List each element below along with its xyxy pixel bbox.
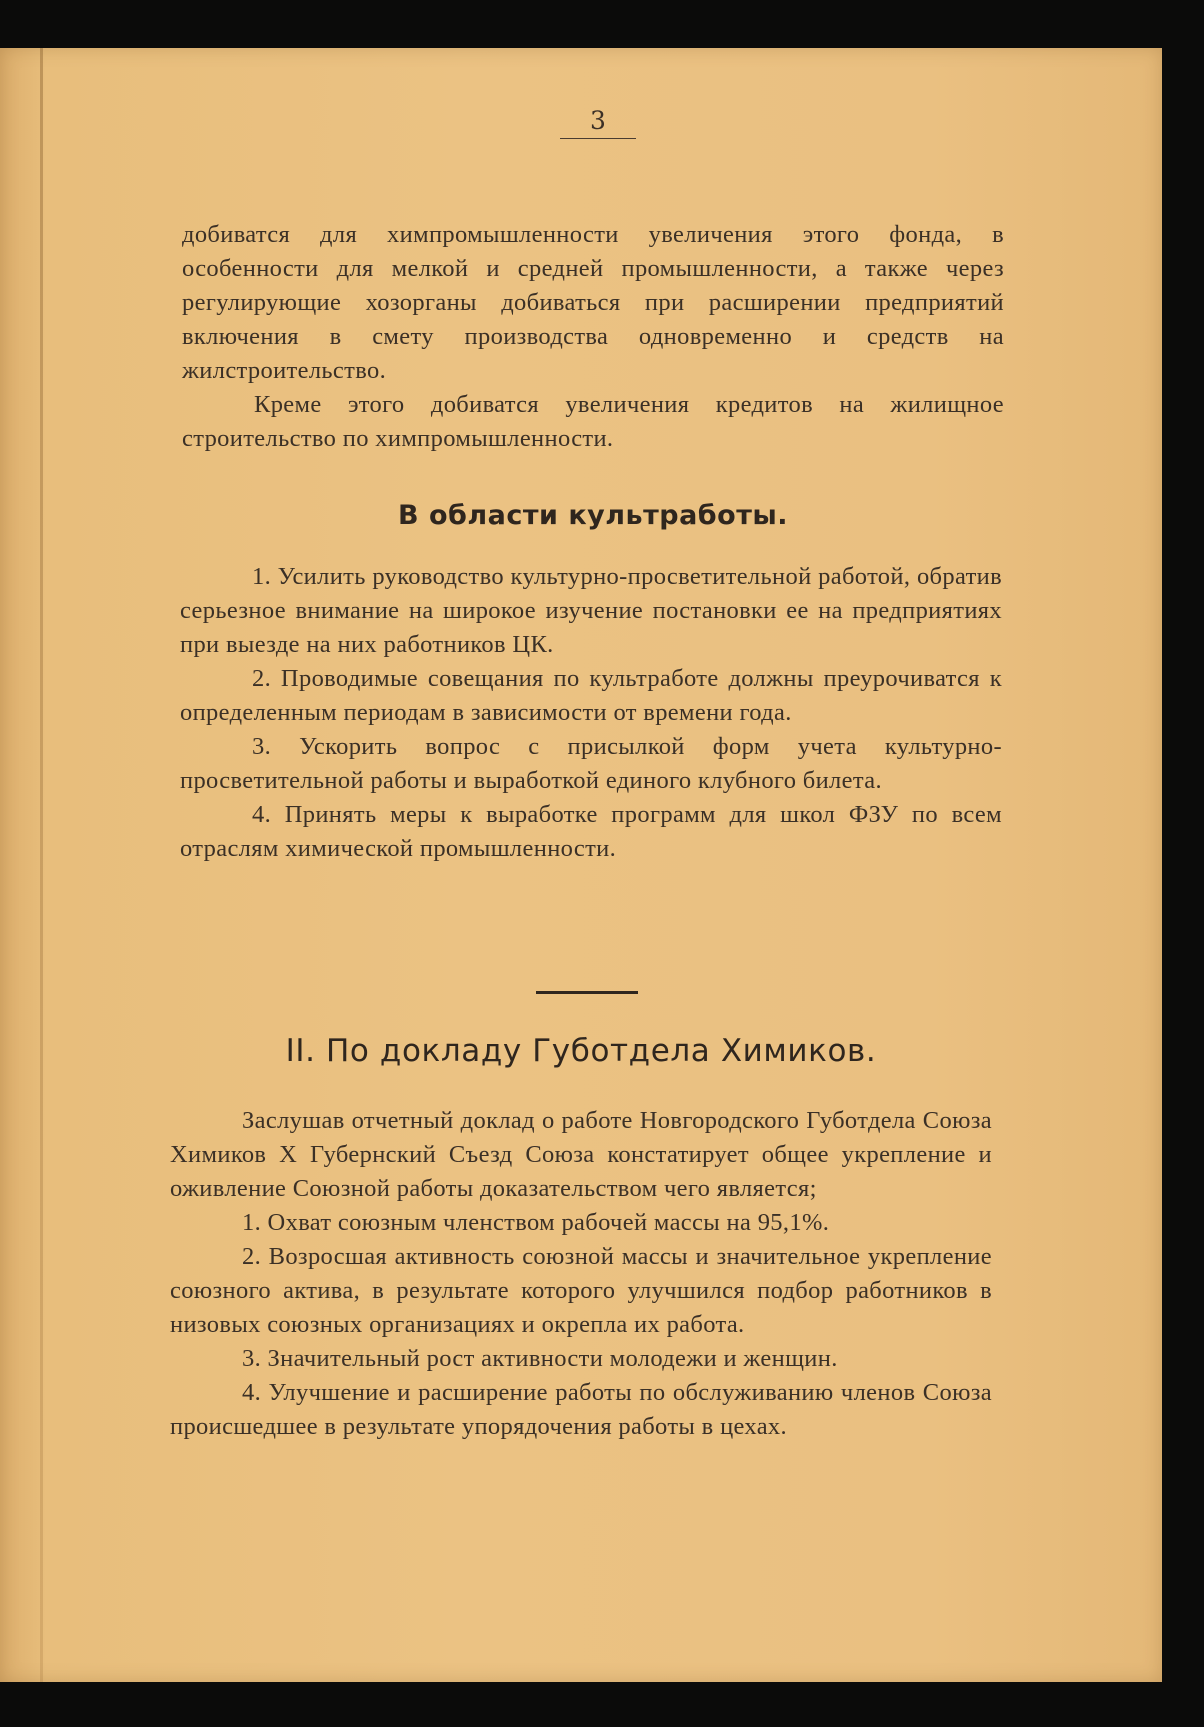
report-section-heading: II. По докладу Губотдела Химиков. [285,1033,877,1069]
report-resolution [170,1104,992,1444]
list-item: 1. Охват союзным членством рабочей массы на 95,1%. [242,1209,830,1236]
housing-funding-section [182,218,1004,456]
list-item: 2. Возросшая активность союзной массы и значительное укрепление союзного актива, в результате которого улучшился подбор работников в низовых союзных организациях и окрепла их работа. [170,1243,992,1338]
list-item: 1. Усилить руководство культурно-просветительной работой, обратив серьезное внимание на широкое изучение постановки ее на предприятиях при выезде на них работников ЦК. [180,563,1002,658]
section-divider [536,991,638,994]
intro-paragraph: Заслушав отчетный доклад о работе Новгородского Губотдела Союза Химиков X Губернский Съезд Союза констатирует общее укрепление и оживление Союзной работы доказательством чего является; [170,1107,992,1202]
culture-work-heading: В области культработы. [397,500,789,531]
list-item: 3. Ускорить вопрос с присылкой форм учета культурно-просветительной работы и выработкой единого клубного билета. [180,733,1002,794]
paragraph: Креме этого добиватся увеличения кредитов на жилищное строительство по химпромышленности. [182,391,1004,452]
paragraph: добиватся для химпромышленности увеличения этого фонда, в особенности для мелкой и средней промышленности, а также через регулирующие хозорганы добиваться при расширении предприятий включения в смету производства одновременно и средств на жилстроительство. [182,221,1004,384]
list-item: 3. Значительный рост активности молодежи и женщин. [242,1345,838,1372]
list-item: 4. Принять меры к выработке программ для школ ФЗУ по всем отраслям химической промышленности. [180,801,1002,862]
culture-work-list [180,560,1002,866]
page-fold-edge [40,48,43,1682]
page-number: 3 [560,104,636,139]
list-item: 4. Улучшение и расширение работы по обслуживанию членов Союза происшедшее в результате упорядочения работы в цехах. [170,1379,992,1440]
list-item: 2. Проводимые совещания по культработе должны преурочиватся к определенным периодам в зависимости от времени года. [180,665,1002,726]
